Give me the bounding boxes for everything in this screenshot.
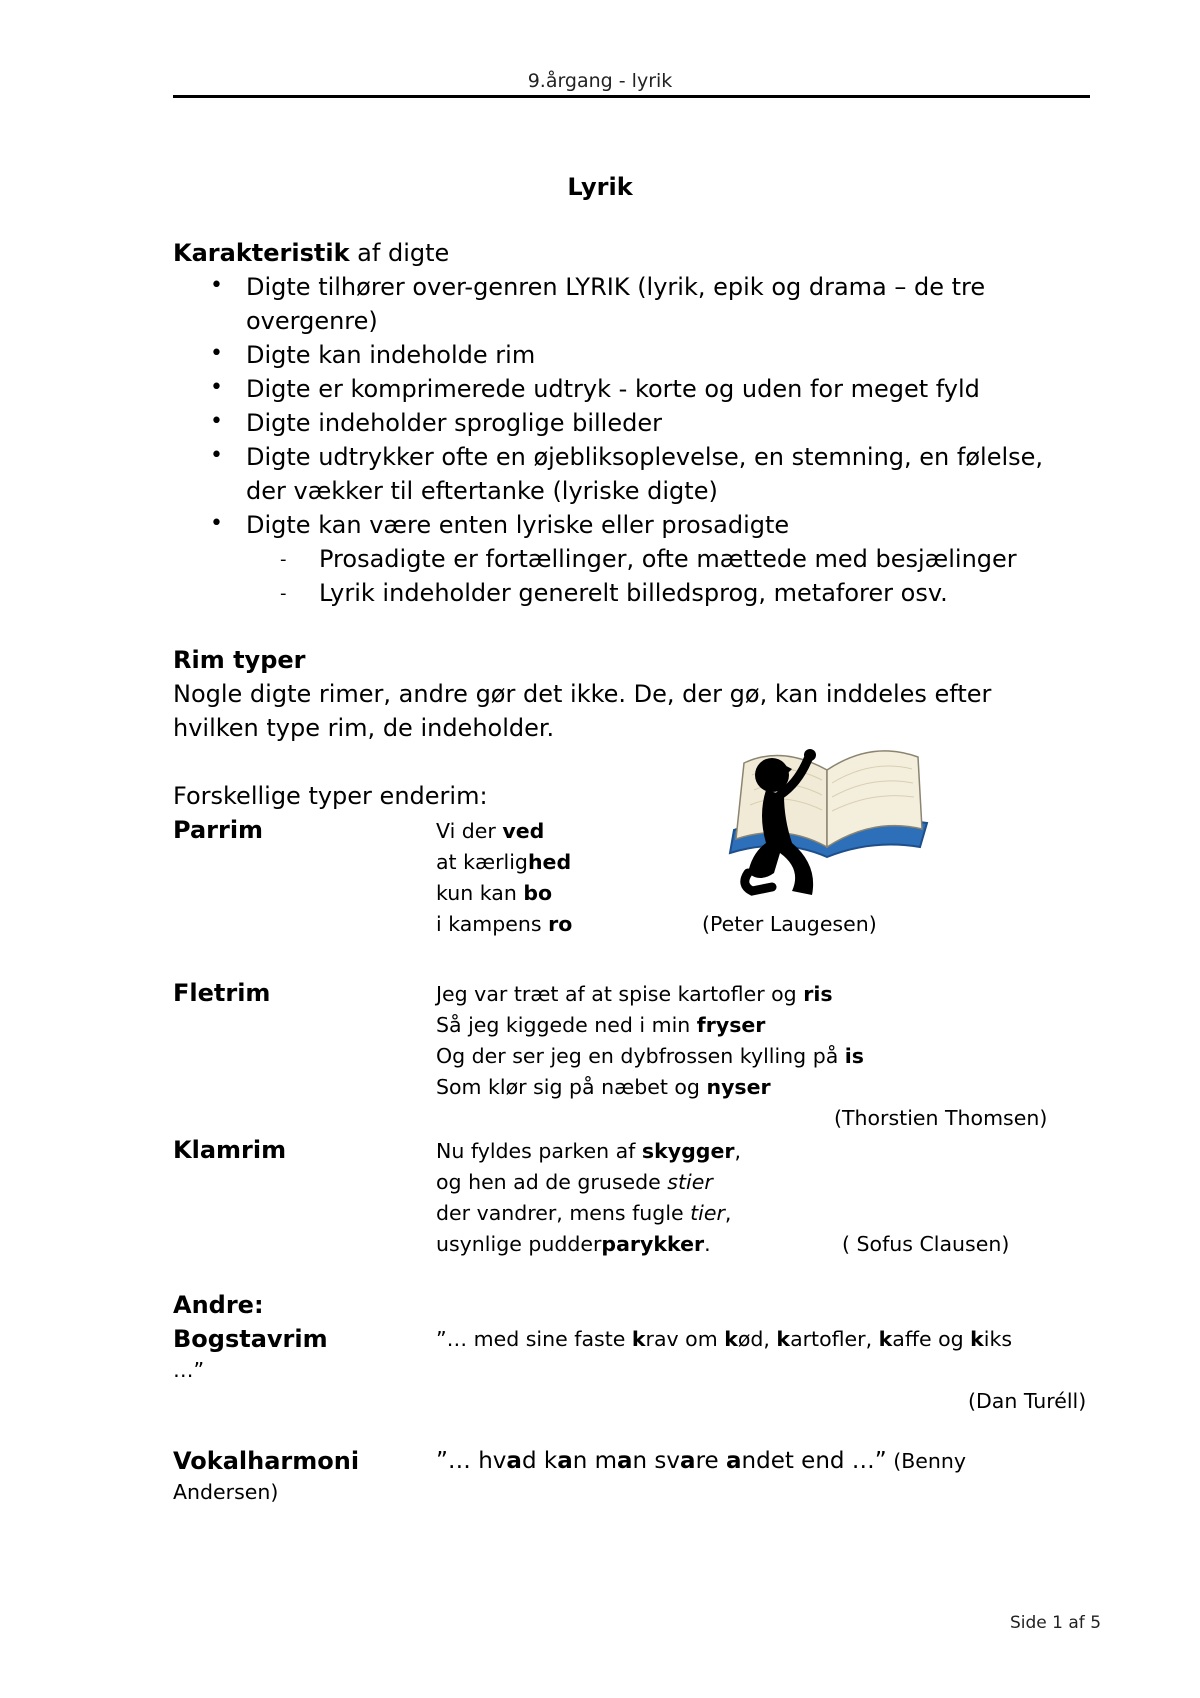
poem-line: der vandrer, mens fugle tier, bbox=[436, 1201, 732, 1225]
poem-author: Andersen) bbox=[173, 1480, 279, 1504]
rhyme-type-label-klamrim: Klamrim bbox=[173, 1136, 287, 1164]
poem-line: Nu fyldes parken af skygger, bbox=[436, 1139, 742, 1163]
intro-text: hvilken type rim, de indeholder. bbox=[173, 714, 555, 742]
poem-line: Jeg var træt af at spise kartofler og ris bbox=[436, 982, 833, 1006]
rhyme-type-label-parrim: Parrim bbox=[173, 816, 264, 844]
poem-line: Som klør sig på næbet og nyser bbox=[436, 1075, 771, 1099]
dash-marker: - bbox=[280, 549, 287, 570]
list-item: overgenre) bbox=[246, 307, 378, 335]
list-item: Digte tilhører over-genren LYRIK (lyrik, epik og drama – de tre bbox=[246, 273, 986, 301]
poem-line: i kampens ro bbox=[436, 912, 573, 936]
header-rule bbox=[173, 95, 1090, 98]
poem-line: Og der ser jeg en dybfrossen kylling på is bbox=[436, 1044, 865, 1068]
page-title: Lyrik bbox=[567, 173, 633, 201]
list-item: der vækker til eftertanke (lyriske digte) bbox=[246, 477, 718, 505]
section-heading-karakteristik: Karakteristik af digte bbox=[173, 239, 450, 267]
section-heading-andre: Andre: bbox=[173, 1291, 264, 1319]
poem-line: Så jeg kiggede ned i min fryser bbox=[436, 1013, 766, 1037]
bullet-marker: • bbox=[210, 409, 223, 434]
sub-list-item: Lyrik indeholder generelt billedsprog, metaforer osv. bbox=[319, 579, 948, 607]
dash-marker: - bbox=[280, 583, 287, 604]
list-item: Digte kan indeholde rim bbox=[246, 341, 536, 369]
bogstavrim-continuation: …” bbox=[173, 1358, 205, 1382]
list-item: Digte er komprimerede udtryk - korte og uden for meget fyld bbox=[246, 375, 980, 403]
bullet-marker: • bbox=[210, 443, 223, 468]
poem-line: kun kan bo bbox=[436, 881, 553, 905]
list-item: Digte udtrykker ofte en øjebliksoplevelse, en stemning, en følelse, bbox=[246, 443, 1044, 471]
rhyme-type-label-vokalharmoni: Vokalharmoni bbox=[173, 1447, 360, 1475]
vokalharmoni-example: ”… hvad kan man svare andet end …” (Benny bbox=[436, 1448, 967, 1474]
section-heading-rim-typer: Rim typer bbox=[173, 646, 306, 674]
rhyme-type-label-fletrim: Fletrim bbox=[173, 979, 271, 1007]
sub-list-item: Prosadigte er fortællinger, ofte mættede med besjælinger bbox=[319, 545, 1017, 573]
poem-author: (Thorstien Thomsen) bbox=[834, 1106, 1048, 1130]
poem-line: Vi der ved bbox=[436, 819, 545, 843]
poem-author: ( Sofus Clausen) bbox=[842, 1232, 1010, 1256]
poem-author: (Peter Laugesen) bbox=[702, 912, 877, 936]
poem-line: usynlige pudderparykker. bbox=[436, 1232, 711, 1256]
types-label: Forskellige typer enderim: bbox=[173, 782, 488, 810]
poem-author: (Dan Turéll) bbox=[968, 1389, 1087, 1413]
bullet-marker: • bbox=[210, 341, 223, 366]
list-item: Digte indeholder sproglige billeder bbox=[246, 409, 662, 437]
bullet-marker: • bbox=[210, 273, 223, 298]
page-footer: Side 1 af 5 bbox=[1010, 1613, 1102, 1633]
page-header: 9.årgang - lyrik bbox=[527, 70, 673, 92]
bogstavrim-example: ”… med sine faste krav om kød, kartofler, kaffe og kiks bbox=[436, 1327, 1013, 1351]
rhyme-type-label-bogstavrim: Bogstavrim bbox=[173, 1325, 328, 1353]
reading-figure-illustration bbox=[722, 735, 937, 905]
poem-line: og hen ad de grusede stier bbox=[436, 1170, 713, 1194]
poem-line: at kærlighed bbox=[436, 850, 572, 874]
bullet-marker: • bbox=[210, 511, 223, 536]
bullet-marker: • bbox=[210, 375, 223, 400]
intro-text: Nogle digte rimer, andre gør det ikke. De, der gø, kan inddeles efter bbox=[173, 680, 992, 708]
list-item: Digte kan være enten lyriske eller prosadigte bbox=[246, 511, 790, 539]
